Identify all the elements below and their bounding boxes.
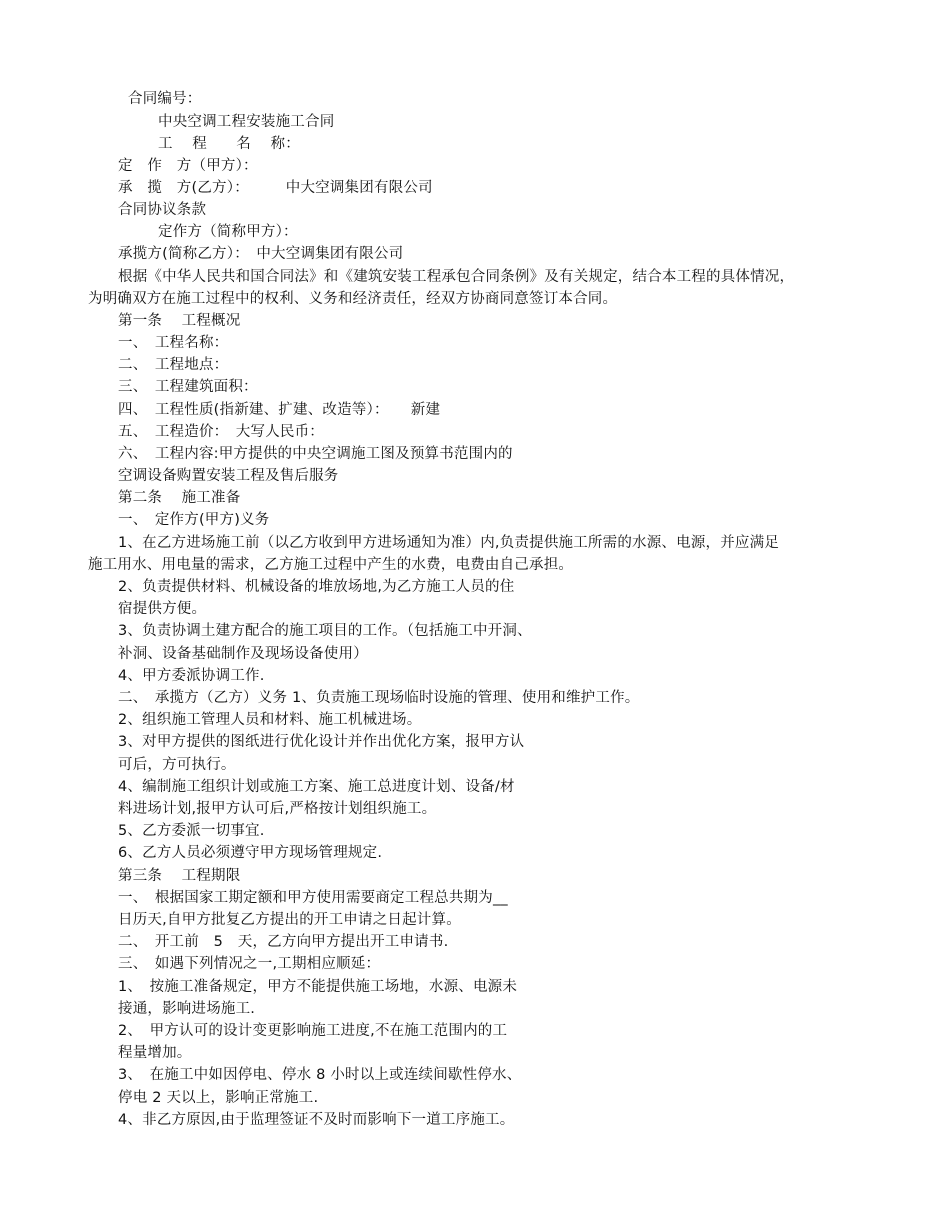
article-1-item-4: 四、 工程性质(指新建、扩建、改造等）： 新建 [118, 402, 441, 418]
party-b-duty-6: 6、乙方人员必须遵守甲方现场管理规定. [118, 845, 383, 861]
party-b-duty-4: 4、编制施工组织计划或施工方案、施工总进度计划、设备/材 [118, 779, 515, 795]
preamble-line-2: 为明确双方在施工过程中的权利、义务和经济责任，经双方协商同意签订本合同。 [88, 291, 618, 307]
party-b-label: 承 揽 方(乙方）： 中大空调集团有限公司 [118, 180, 433, 196]
party-b-duties-heading: 二、 承揽方（乙方）义务 1、负责施工现场临时设施的管理、使用和维护工作。 [118, 690, 640, 706]
preamble-line-1: 根据《中华人民共和国合同法》和《建筑安装工程承包合同条例》及有关规定，结合本工程的具体情况， [118, 269, 795, 285]
delay-case-4: 4、非乙方原因,由于监理签证不及时而影响下一道工序施工。 [118, 1112, 515, 1128]
party-a-label: 定 作 方（甲方）： [118, 158, 258, 174]
party-b-duty-5: 5、乙方委派一切事宜. [118, 823, 265, 839]
delay-case-2: 2、 甲方认可的设计变更影响施工进度,不在施工范围内的工 [118, 1023, 508, 1039]
agreement-terms-heading: 合同协议条款 [118, 202, 207, 218]
party-b-duty-3: 3、对甲方提供的图纸进行优化设计并作出优化方案，报甲方认 [118, 734, 525, 750]
party-a-duty-1: 1、在乙方进场施工前（以乙方收到甲方进场通知为准）内,负责提供施工所需的水源、电源，并应满足 [118, 535, 780, 551]
party-a-duty-3: 3、负责协调土建方配合的施工项目的工作。（包括施工中开洞、 [118, 623, 532, 639]
delay-case-2-cont: 程量增加。 [118, 1045, 192, 1061]
delay-case-1-cont: 接通，影响进场施工. [118, 1001, 256, 1017]
article-1-heading: 第一条 工程概况 [118, 313, 241, 329]
delay-case-3: 3、 在施工中如因停电、停水 8 小时以上或连续间歇性停水、 [118, 1067, 522, 1083]
party-b-short-label: 承揽方(简称乙方）： 中大空调集团有限公司 [118, 246, 404, 262]
party-a-short-label: 定作方（简称甲方）： [158, 224, 298, 240]
party-a-duty-2: 2、负责提供材料、机械设备的堆放场地,为乙方施工人员的住 [118, 579, 515, 595]
article-1-item-3: 三、 工程建筑面积： [118, 379, 258, 395]
delay-case-3-cont: 停电 2 天以上，影响正常施工. [118, 1090, 319, 1106]
contract-title: 中央空调工程安装施工合同 [158, 114, 335, 130]
party-b-duty-3-cont: 可后，方可执行。 [118, 757, 236, 773]
article-1-item-5: 五、 工程造价： 大写人民币： [118, 424, 324, 440]
party-a-duty-2-cont: 宿提供方便。 [118, 601, 207, 617]
article-1-item-6: 六、 工程内容:甲方提供的中央空调施工图及预算书范围内的 [118, 446, 513, 462]
delay-case-1: 1、 按施工准备规定，甲方不能提供施工场地，水源、电源未 [118, 979, 518, 995]
party-b-duty-4-cont: 料进场计划,报甲方认可后,严格按计划组织施工。 [118, 801, 437, 817]
article-3-heading: 第三条 工程期限 [118, 868, 241, 884]
party-a-duty-4: 4、甲方委派协调工作. [118, 668, 265, 684]
article-3-item-1-cont: 日历天,自甲方批复乙方提出的开工申请之日起计算。 [118, 912, 461, 928]
project-name-label: 工 程 名 称： [158, 136, 300, 152]
party-a-duty-3-cont: 补洞、设备基础制作及现场设备使用） [118, 646, 368, 662]
article-1-item-1: 一、 工程名称： [118, 335, 229, 351]
party-a-duty-1-cont: 施工用水、用电量的需求，乙方施工过程中产生的水费，电费由自己承担。 [88, 557, 574, 573]
article-3-item-2: 二、 开工前 5 天，乙方向甲方提出开工申请书. [118, 934, 449, 950]
contract-number-label: 合同编号： [128, 91, 202, 107]
article-3-item-3: 三、 如遇下列情况之一,工期相应顺延： [118, 956, 381, 972]
article-2-heading: 第二条 施工准备 [118, 490, 241, 506]
party-b-duty-2: 2、组织施工管理人员和材料、施工机械进场。 [118, 712, 422, 728]
article-1-item-6-cont: 空调设备购置安装工程及售后服务 [118, 468, 339, 484]
article-3-item-1: 一、 根据国家工期定额和甲方使用需要商定工程总共期为__ [118, 890, 508, 906]
article-1-item-2: 二、 工程地点： [118, 357, 229, 373]
party-a-duties-heading: 一、 定作方(甲方)义务 [118, 512, 270, 528]
